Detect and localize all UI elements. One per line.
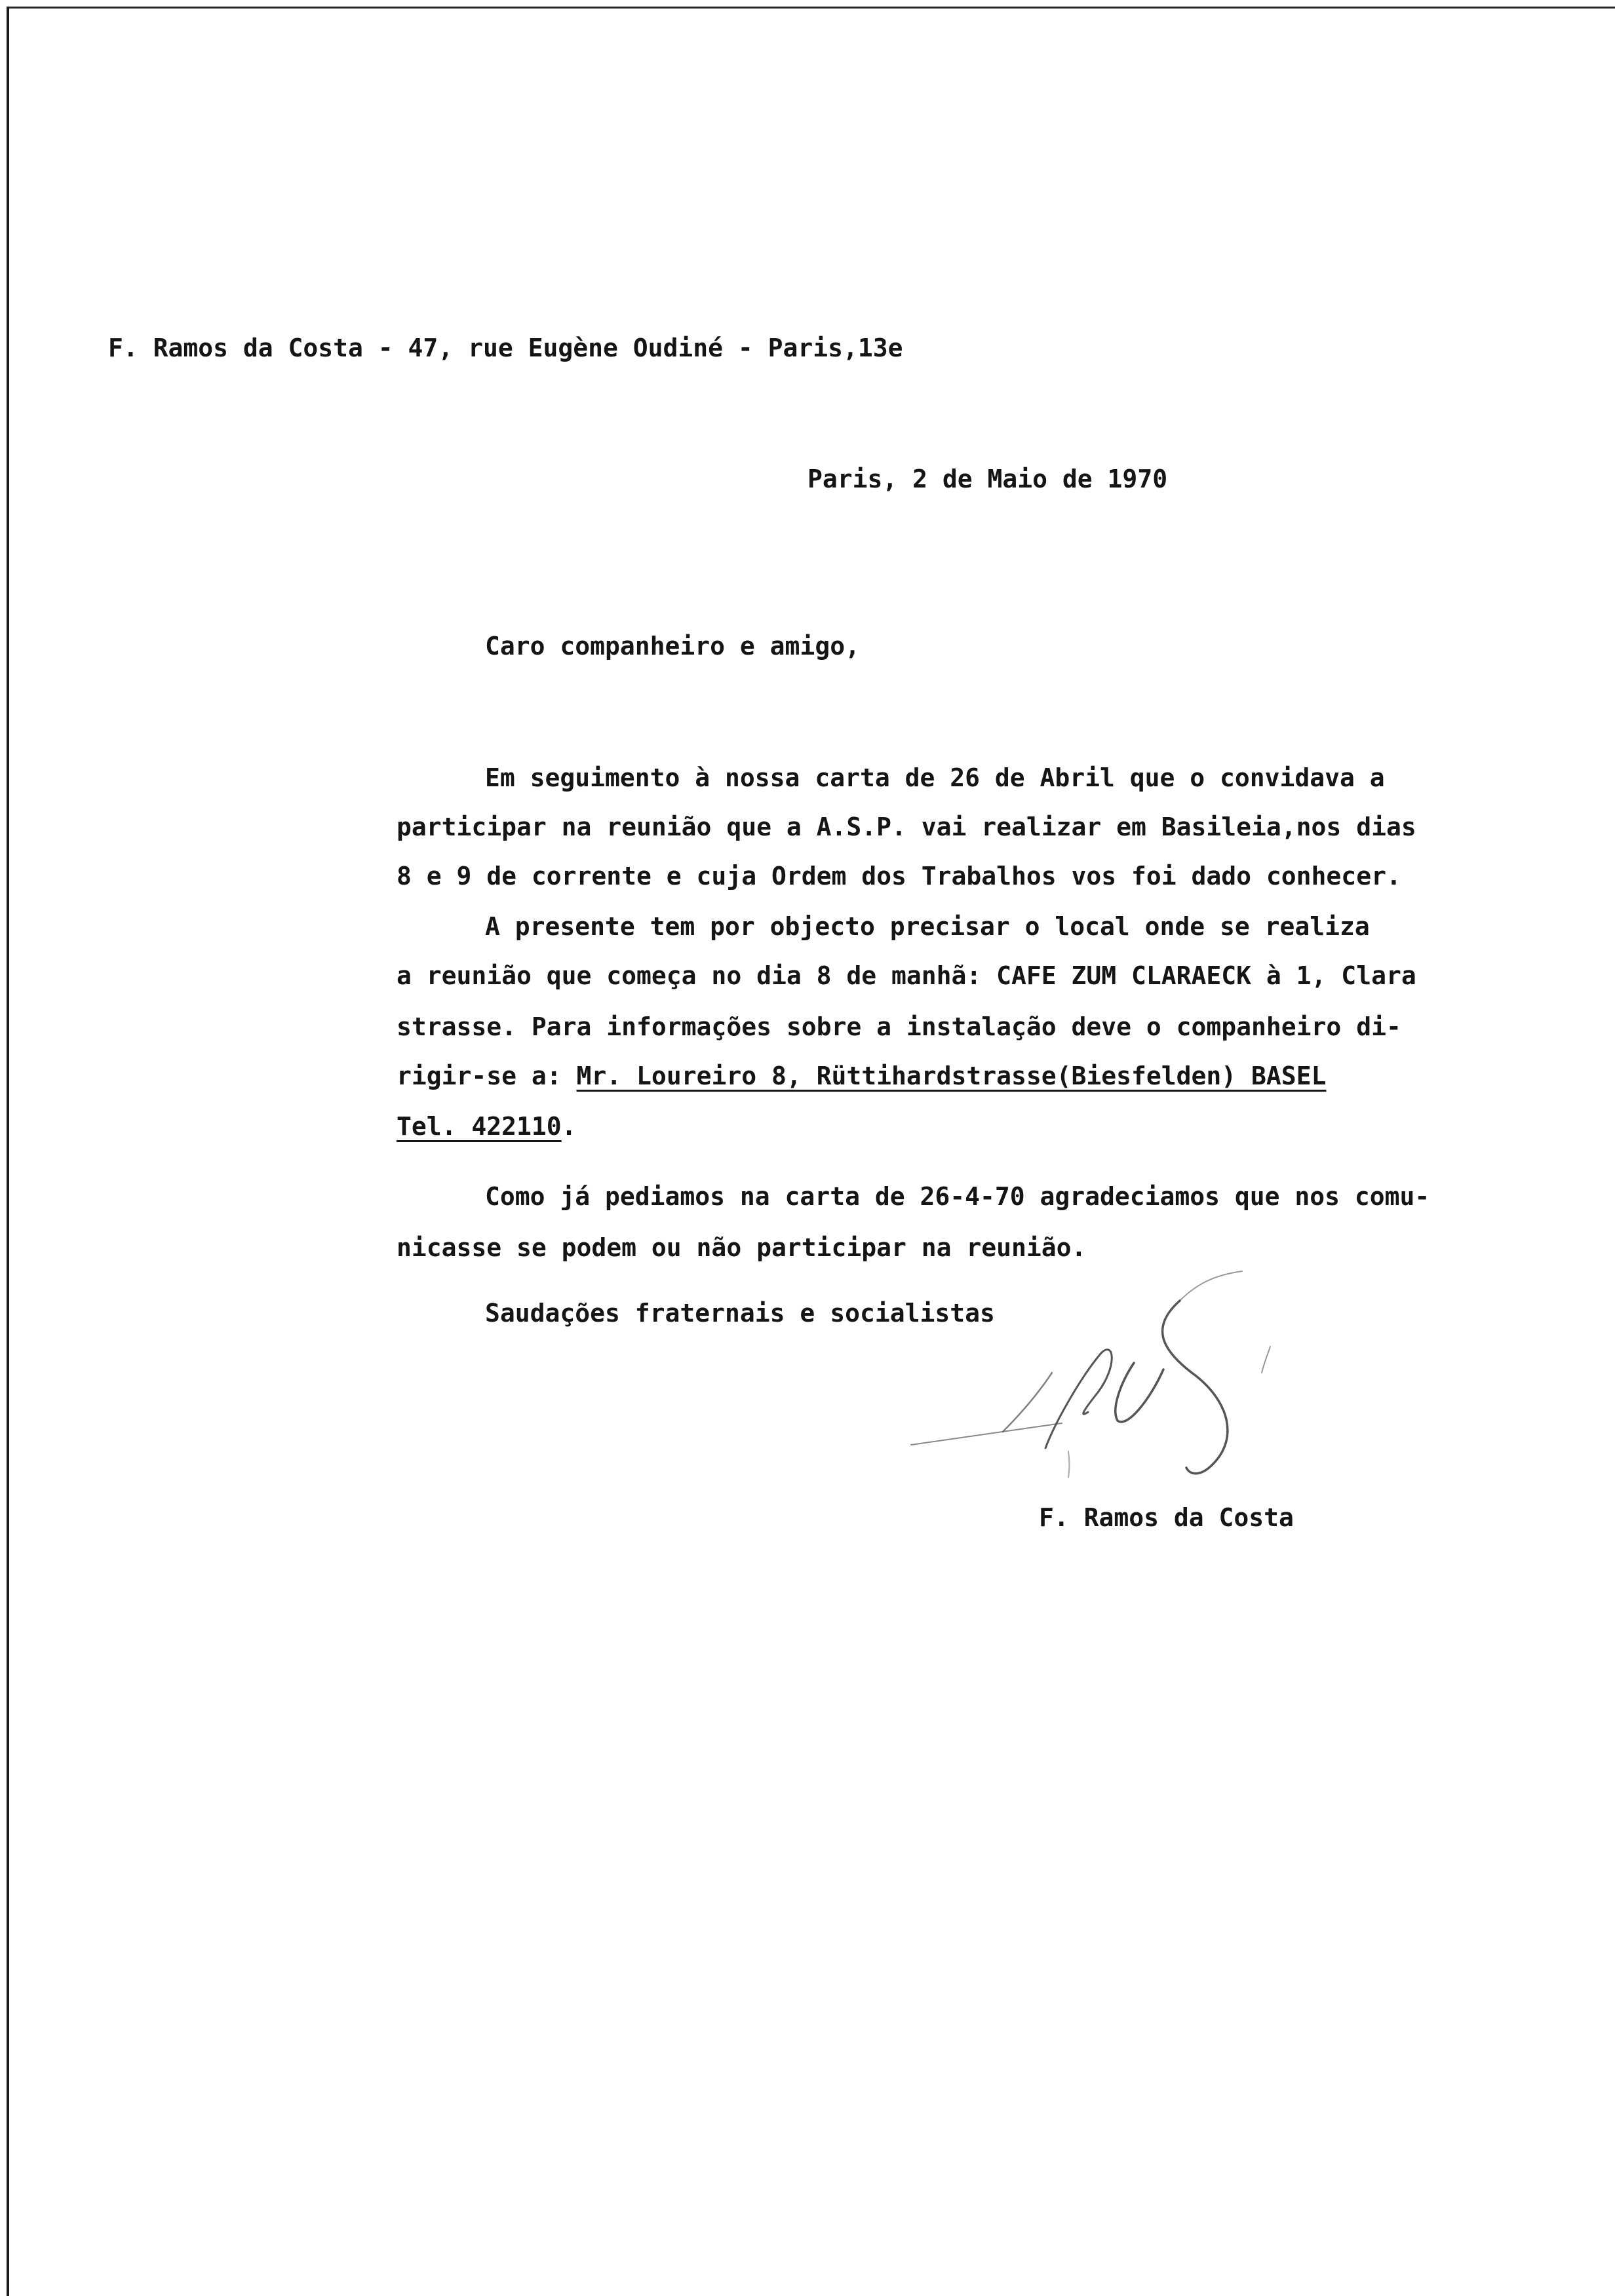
paragraph1-line3: 8 e 9 de corrente e cuja Ordem dos Trabalhos vos foi dado conhecer. — [397, 862, 1401, 890]
contact-address: Mr. Loureiro 8, Rüttihardstrasse(Biesfelden) BASEL — [576, 1062, 1327, 1090]
signature-name: F. Ramos da Costa — [1039, 1503, 1294, 1532]
paragraph2-line4 — [397, 1063, 1326, 1088]
date-line: Paris, 2 de Maio de 1970 — [808, 465, 1168, 493]
paragraph3-line2: nicasse se podem ou não participar na reunião. — [397, 1233, 1087, 1262]
phone-suffix: . — [561, 1112, 577, 1141]
paragraph3-line1: Como já pediamos na carta de 26-4-70 agradeciamos que nos comu- — [485, 1182, 1430, 1211]
paragraph2-line5 — [397, 1114, 577, 1139]
paragraph2-line3: strasse. Para informações sobre a instalação deve o companheiro di- — [397, 1012, 1401, 1041]
closing: Saudações fraternais e socialistas — [485, 1299, 995, 1328]
sender-header: F. Ramos da Costa - 47, rue Eugène Oudiné - Paris,13e — [108, 334, 903, 362]
scan-edge-left — [7, 7, 9, 2296]
paragraph1-line1: Em seguimento à nossa carta de 26 de Abril que o convidava a — [485, 763, 1385, 792]
salutation: Caro companheiro e amigo, — [485, 632, 860, 660]
paragraph1-line2: participar na reunião que a A.S.P. vai realizar em Basileia,nos dias — [397, 813, 1416, 841]
paragraph2-line1: A presente tem por objecto precisar o local onde se realiza — [485, 912, 1370, 941]
handwritten-signature — [898, 1212, 1435, 1501]
paragraph2-line2: a reunião que começa no dia 8 de manhã: CAFE ZUM CLARAECK à 1, Clara — [397, 961, 1416, 990]
contact-phone: Tel. 422110 — [397, 1112, 562, 1141]
address-prefix: rigir-se a: — [397, 1062, 577, 1090]
scan-edge-top — [7, 7, 1615, 9]
